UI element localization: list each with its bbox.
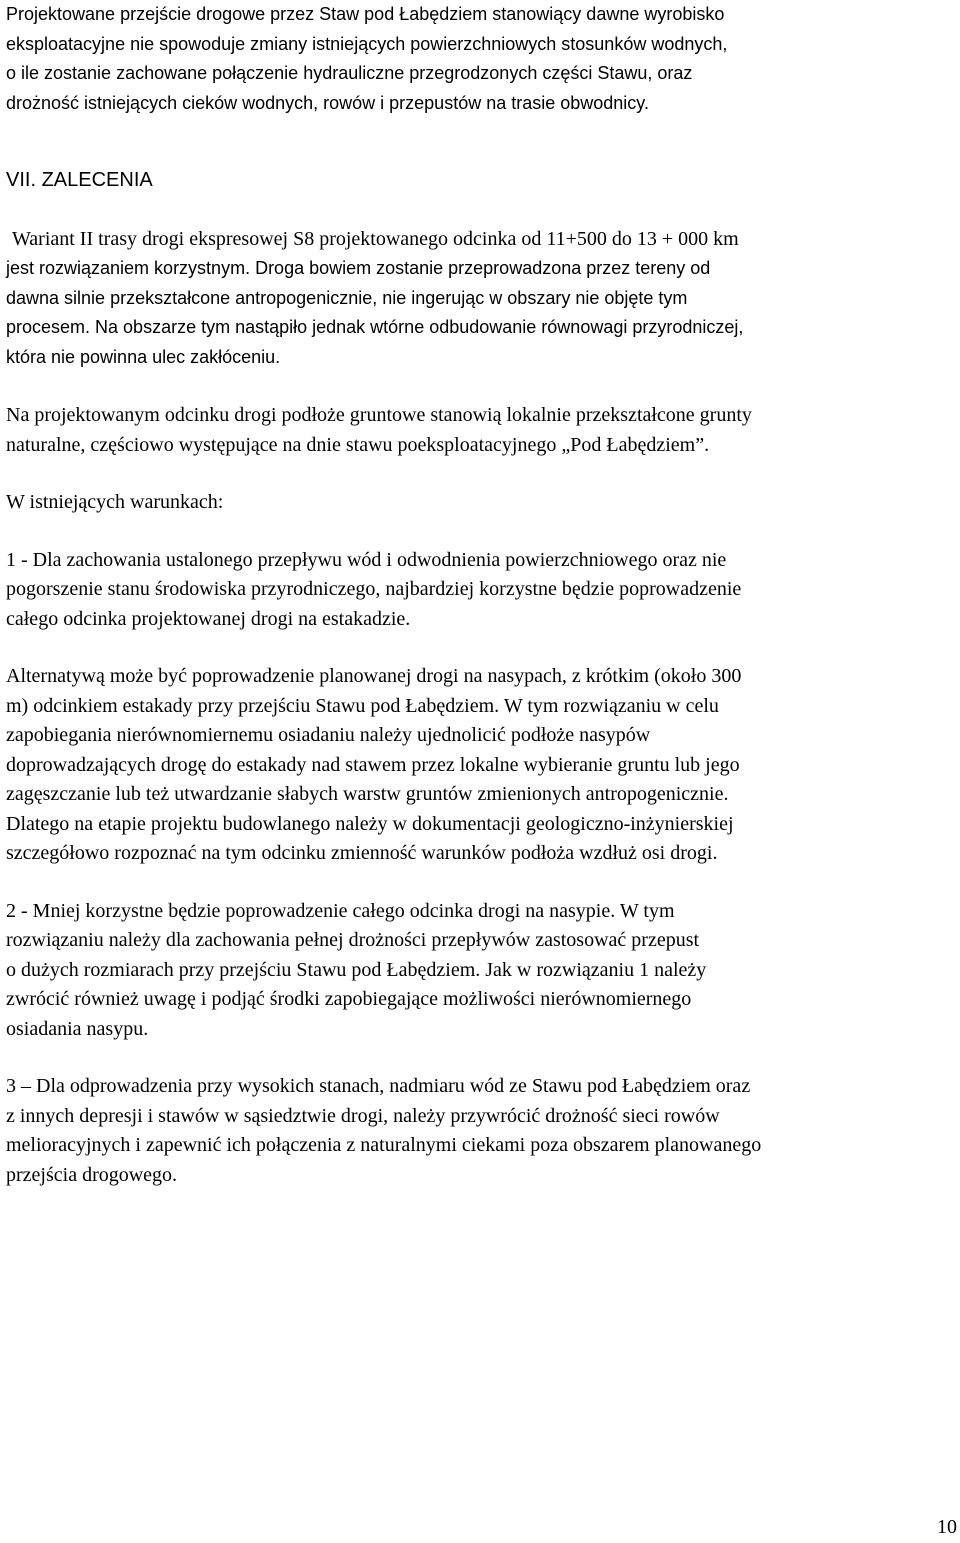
point-3-paragraph — [6, 1072, 958, 1190]
text-line: przejścia drogowego. — [6, 1163, 178, 1186]
text-line: doprowadzających drogę do estakady nad stawem przez lokalne wybieranie gruntu lub jego — [6, 753, 740, 776]
text-line: pogorszenie stanu środowiska przyrodniczego, najbardziej korzystne będzie poprowadzenie — [6, 578, 742, 600]
text-line: z innych depresji i stawów w sąsiedztwie drogi, należy przywrócić drożność sieci rowów — [6, 1104, 720, 1127]
warunki-paragraph — [6, 488, 958, 518]
text-line: rozwiązaniu należy dla zachowania pełnej drożności przepływów zastosować przepust — [6, 929, 700, 951]
text-line: Dlatego na etapie projektu budowlanego należy w dokumentacji geologiczno-inżynierskiej — [6, 812, 734, 835]
text-line: Na projektowanym odcinku drogi podłoże gruntowe stanowią lokalnie przekształcone grunty — [6, 404, 752, 426]
text-line: Alternatywą może być poprowadzenie planowanej drogi na nasypach, z krótkim (około 300 — [6, 665, 742, 687]
point-1-paragraph — [6, 546, 958, 635]
alternatywa-paragraph — [6, 662, 958, 869]
text-line: Wariant II trasy drogi ekspresowej S8 projektowanego odcinka od 11+500 do 13 + 000 km — [12, 227, 739, 250]
text-line: o ile zostanie zachowane połączenie hydrauliczne przegrodzonych części Stawu, oraz — [6, 63, 693, 83]
text-line: zapobiegania nierównomiernemu osiadaniu należy ujednolicić podłoże nasypów — [6, 724, 651, 746]
text-line: Projektowane przejście drogowe przez Staw pod Łabędziem stanowiący dawne wyrobisko — [6, 4, 725, 24]
text-line: procesem. Na obszarze tym nastąpiło jednak wtórne odbudowanie równowagi przyrodniczej, — [6, 317, 744, 337]
text-line: melioracyjnych i zapewnić ich połączenia z naturalnymi ciekami poza obszarem planowanego — [6, 1134, 762, 1156]
text-line: 1 - Dla zachowania ustalonego przepływu wód i odwodnienia powierzchniowego oraz nie — [6, 548, 727, 571]
document-page — [6, 0, 958, 1190]
text-line: dawna silnie przekształcone antropogenicznie, nie ingerując w obszary nie objęte tym — [6, 287, 688, 308]
wariant-paragraph — [6, 225, 958, 373]
text-line: szczegółowo rozpoznać na tym odcinku zmienność warunków podłoża wzdłuż osi drogi. — [6, 842, 718, 864]
text-line: W istniejących warunkach: — [6, 491, 224, 513]
text-line: zwrócić również uwagę i podjąć środki zapobiegające możliwości nierównomiernego — [6, 988, 692, 1010]
text-line: zagęszczanie lub też utwardzanie słabych warstw gruntów zmienionych antropogenicznie. — [6, 783, 729, 805]
section-heading — [6, 166, 958, 196]
text-line: która nie powinna ulec zakłóceniu. — [6, 346, 281, 367]
section-heading-text: VII. ZALECENIA — [6, 169, 153, 191]
text-line: eksploatacyjne nie spowoduje zmiany istniejących powierzchniowych stosunków wodnych, — [6, 33, 728, 54]
text-line: 2 - Mniej korzystne będzie poprowadzenie całego odcinka drogi na nasypie. W tym — [6, 899, 675, 922]
text-line: naturalne, częściowo występujące na dnie stawu poeksploatacyjnego „Pod Łabędziem”. — [6, 433, 710, 456]
point-2-paragraph — [6, 897, 958, 1045]
page-number: 10 — [937, 1516, 957, 1538]
text-line: drożność istniejących cieków wodnych, rowów i przepustów na trasie obwodnicy. — [6, 92, 649, 113]
text-line: o dużych rozmiarach przy przejściu Stawu pod Łabędziem. Jak w rozwiązaniu 1 należy — [6, 958, 707, 981]
text-line: m) odcinkiem estakady przy przejściu Stawu pod Łabędziem. W tym rozwiązaniu w celu — [6, 694, 719, 717]
text-line: osiadania nasypu. — [6, 1017, 149, 1040]
text-line: jest rozwiązaniem korzystnym. Droga bowiem zostanie przeprowadzona przez tereny od — [6, 258, 711, 278]
intro-paragraph — [6, 0, 958, 118]
text-line: całego odcinka projektowanej drogi na estakadzie. — [6, 607, 411, 630]
text-line: 3 – Dla odprowadzenia przy wysokich stanach, nadmiaru wód ze Stawu pod Łabędziem oraz — [6, 1075, 751, 1097]
podloze-paragraph — [6, 401, 958, 460]
